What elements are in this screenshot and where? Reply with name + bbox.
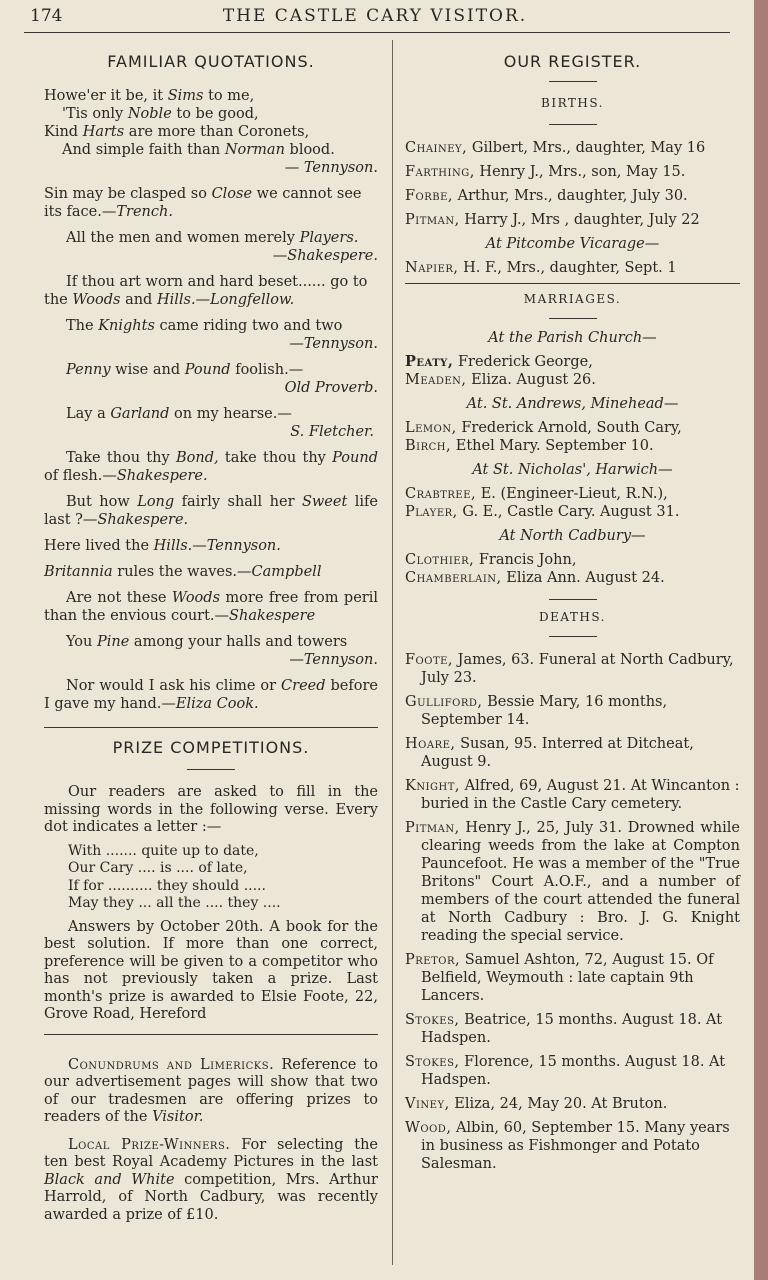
death-entry: Hoare, Susan, 95. Interred at Ditcheat, August 9. [405,736,694,770]
death-entry: Foote, James, 63. Funeral at North Cadbury, July 23. [405,652,734,686]
quotation-14: Nor would I ask his clime or Creed before I gave my hand.—Eliza Cook. [44,678,378,712]
marriage-place: At the Parish Church— [488,330,657,346]
death-entry: Stokes, Beatrice, 15 months. August 18. At Hadspen. [405,1012,723,1046]
death-entry: Knight, Alfred, 69, August 21. At Wincanton : buried in the Castle Cary cemetery. [405,778,740,812]
marriage-entry: Chamberlain, Eliza Ann. August 24. [405,570,665,586]
marriage-place: At St. Nicholas', Harwich— [472,462,673,478]
birth-place: At Pitcombe Vicarage— [485,236,660,252]
prize-intro: Our readers are asked to fill in the missing words in the following verse. Every dot indicates a letter :— [44,784,378,835]
quotation-8: Take thou thy Bond, take thou thy Pound of flesh.—Shakespere. [44,450,378,484]
verse-line: May they ... all the .... they .... [68,895,281,911]
short-rule [187,769,235,770]
prize-verse [44,843,378,913]
page-header [30,4,720,30]
local-winners-paragraph: Local Prize-Winners. For selecting the ten best Royal Academy Pictures in the last Black and White competition, Mrs. Arthur Harrold, of North Cadbury, was recently awarded a prize of £10. [44,1136,379,1223]
quotation-4: If thou art worn and hard beset...... go to the Woods and Hills.—Longfellow. [44,274,368,308]
birth-entry: Farthing, Henry J., Mrs., son, May 15. [405,164,686,180]
quotation-5: The Knights came riding two and two —Tennyson. [66,318,378,352]
left-column [44,40,378,1230]
prize-title: PRIZE COMPETITIONS. [112,738,310,757]
section-rule [44,1034,378,1035]
register-title: OUR REGISTER. [503,52,642,71]
death-entry: Wood, Albin, 60, September 15. Many years in business as Fishmonger and Potato Salesman. [405,1120,730,1172]
short-rule [549,599,597,600]
marriage-entry: Crabtree, E. (Engineer-Lieut, R.N.), [405,486,668,502]
quotation-10: Here lived the Hills.—Tennyson. [44,538,281,554]
verse-line: Our Cary .... is .... of late, [68,860,248,876]
birth-entry: Pitman, Harry J., Mrs , daughter, July 22 [405,212,700,228]
quotation-13: You Pine among your halls and towers —Tennyson. [66,634,378,668]
short-rule [549,318,597,319]
death-entry: Pitman, Henry J., 25, July 31. Drowned while clearing weeds from the lake at Compton Pauncefoot. He was a member of the "True Britons" Court A.O.F., and a number of members of the court attended the funeral at North Cadbury : Bro. J. G. Knight reading the special service. [405,820,740,944]
quotation-12: Are not these Woods more free from peril than the envious court.—Shakespere [44,590,378,624]
marriage-place: At North Cadbury— [499,528,646,544]
section-rule [405,283,740,284]
birth-entry: Forbe, Arthur, Mrs., daughter, July 30. [405,188,688,204]
death-entry: Stokes, Florence, 15 months. August 18. At Hadspen. [405,1054,726,1088]
verse-line: With ....... quite up to date, [68,842,259,859]
short-rule [549,81,597,82]
marriage-entry: Player, G. E., Castle Cary. August 31. [405,504,680,520]
quotation-7: Lay a Garland on my hearse.— S. Fletcher. [66,406,374,440]
quotations-title: FAMILIAR QUOTATIONS. [107,52,315,71]
marriage-entry: Clothier, Francis John, [405,552,577,568]
marriage-place: At. St. Andrews, Minehead— [466,396,679,412]
birth-entry: Chainey, Gilbert, Mrs., daughter, May 16 [405,140,706,156]
short-rule [549,636,597,637]
page-number: 174 [30,6,63,26]
marriage-entry: Peaty, Frederick George, [405,353,593,370]
marriage-entry: Meaden, Eliza. August 26. [405,372,596,388]
marriage-entry: Lemon, Frederick Arnold, South Cary, [405,420,682,436]
conundrums-paragraph: Conundrums and Limericks. Reference to our advertisement pages will show that two of our tradesmen are offering prizes to readers of the Visitor. [44,1056,379,1125]
quotation-6: Penny wise and Pound foolish.— Old Proverb. [66,362,378,396]
binding-edge [754,0,768,1280]
death-entry: Viney, Eliza, 24, May 20. At Bruton. [405,1096,668,1112]
header-rule [24,32,730,33]
section-rule [44,727,378,728]
right-column [405,40,740,1179]
death-entry: Pretor, Samuel Ashton, 72, August 15. Of Belfield, Weymouth : late captain 9th Lancers. [405,952,714,1004]
marriage-entry: Birch, Ethel Mary. September 10. [405,438,654,454]
short-rule [549,124,597,125]
marriages-heading: MARRIAGES. [523,292,622,306]
column-divider [392,40,393,1265]
verse-line: If for .......... they should ..... [68,877,266,894]
quotation-2: Sin may be clasped so Close we cannot see its face.—Trench. [44,186,362,220]
prize-answers: Answers by October 20th. A book for the best solution. If more than one correct, preference will be given to a competitor who has not previously taken a prize. Last month's prize is awarded to Elsie Foote, 22, Grove Road, Hereford [44,918,378,1022]
quotation-11: Britannia rules the waves.—Campbell [44,564,322,580]
births-heading: BIRTHS. [541,96,604,110]
birth-entry: Napier, H. F., Mrs., daughter, Sept. 1 [405,260,677,276]
quotation-9: But how Long fairly shall her Sweet life last ?—Shakespere. [44,494,378,528]
deaths-heading: DEATHS. [539,610,606,624]
quotation-1: Howe'er it be, it Sims to me, 'Tis only Noble to be good, Kind Harts are more than Coronets, And simple faith than Norman blood. — Tennyson. [44,88,378,176]
death-entry: Gulliford, Bessie Mary, 16 months, September 14. [405,694,668,728]
quotation-3: All the men and women merely Players. —Shakespere. [66,230,378,264]
running-title: THE CASTLE CARY VISITOR. [222,6,528,26]
